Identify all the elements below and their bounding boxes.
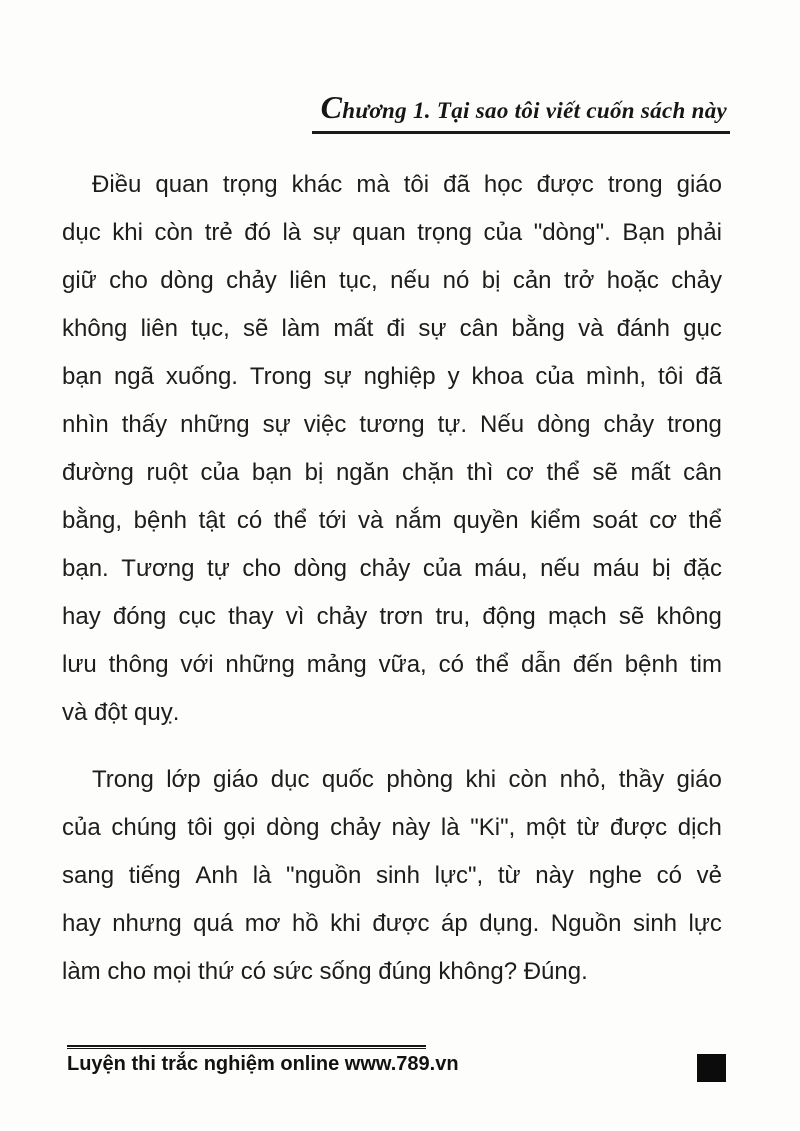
- text-line: hay đóng cục thay vì chảy trơn tru, động mạch sẽ không: [62, 603, 722, 630]
- text-line: bạn. Tương tự cho dòng chảy của máu, nếu máu bị đặc: [62, 555, 722, 582]
- footer-text: Luyện thi trắc nghiệm online www.789.vn: [67, 1053, 459, 1075]
- text-line: lưu thông với những mảng vữa, có thể dẫn đến bệnh tim: [62, 651, 722, 678]
- paragraph-1: [62, 161, 722, 737]
- text-line: Trong lớp giáo dục quốc phòng khi còn nhỏ, thầy giáo: [92, 766, 722, 793]
- text-line: giữ cho dòng chảy liên tục, nếu nó bị cản trở hoặc chảy: [62, 267, 722, 294]
- chapter-header-title: Chương 1. Tại sao tôi viết cuốn sách này: [312, 89, 730, 134]
- page-corner-marker: [697, 1054, 726, 1082]
- text-line: hay nhưng quá mơ hồ khi được áp dụng. Nguồn sinh lực: [62, 910, 722, 937]
- text-line: bằng, bệnh tật có thể tới và nắm quyền kiểm soát cơ thể: [62, 507, 722, 534]
- text-line: làm cho mọi thứ có sức sống đúng không? Đúng.: [62, 958, 588, 985]
- text-line: Điều quan trọng khác mà tôi đã học được trong giáo: [92, 171, 722, 198]
- text-line: sang tiếng Anh là "nguồn sinh lực", từ này nghe có vẻ: [62, 862, 722, 889]
- text-line: đường ruột của bạn bị ngăn chặn thì cơ thể sẽ mất cân: [62, 459, 722, 486]
- text-line: dục khi còn trẻ đó là sự quan trọng của "dòng". Bạn phải: [62, 219, 722, 246]
- text-line: bạn ngã xuống. Trong sự nghiệp y khoa của mình, tôi đã: [62, 363, 722, 390]
- text-line: và đột quỵ.: [62, 699, 180, 726]
- text-line: của chúng tôi gọi dòng chảy này là "Ki", một từ được dịch: [62, 814, 722, 841]
- paragraph-2: [62, 756, 722, 996]
- text-line: nhìn thấy những sự việc tương tự. Nếu dòng chảy trong: [62, 411, 722, 438]
- text-line: không liên tục, sẽ làm mất đi sự cân bằng và đánh gục: [62, 315, 722, 342]
- footer-rule: [67, 1045, 426, 1049]
